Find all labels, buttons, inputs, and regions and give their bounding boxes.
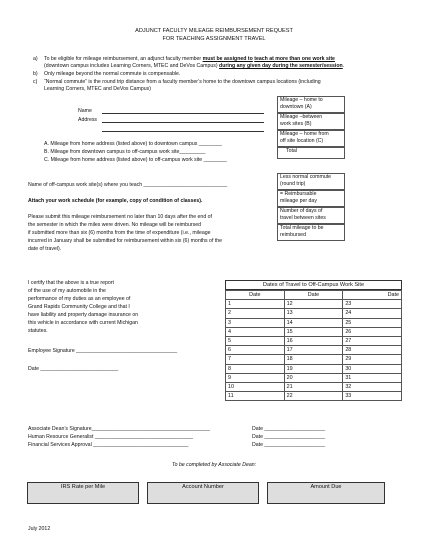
submit-line-1: Please submit this mileage reimbursement no later than 10 days after the end of (28, 214, 212, 220)
account-number-box[interactable]: Account Number (147, 482, 259, 504)
page-title: ADJUNCT FACULTY MILEAGE REIMBURSEMENT REQUEST (135, 28, 293, 34)
address-field-1[interactable] (102, 122, 264, 123)
date-cell[interactable]: 11 (226, 392, 285, 401)
box-mileage-b[interactable]: Mileage –between work sites (B) (277, 113, 345, 130)
worksite-field[interactable]: Name of off-campus work site(s) where you teach _____________________________ (28, 182, 228, 188)
dates-table-title: Dates of Travel to Off-Campus Work Site (225, 280, 402, 290)
amount-due-box[interactable]: Amount Due (267, 482, 385, 504)
date-cell[interactable]: 22 (284, 392, 343, 401)
date-cell[interactable]: 1 (226, 300, 285, 309)
reimbursement-boxes (277, 173, 345, 241)
date-cell[interactable]: 26 (343, 327, 402, 336)
dates-header: Date (226, 291, 285, 300)
box-mileage-a[interactable]: Mileage – home to downtown (A) (277, 96, 345, 113)
certify-line-7: statutes. (28, 328, 48, 334)
date-cell[interactable]: 15 (284, 327, 343, 336)
dates-row (226, 373, 402, 382)
box-days[interactable]: Number of days of travel between sites (277, 207, 345, 224)
dates-header: Date (343, 291, 402, 300)
box-mileage-c[interactable]: Mileage – home from off site location (C) (277, 130, 345, 147)
date-cell[interactable]: 21 (284, 382, 343, 391)
submit-line-5: date of travel). (28, 246, 62, 252)
dates-row (226, 336, 402, 345)
dates-row (226, 346, 402, 355)
financial-approval-field[interactable]: Financial Services Approval _________________________________ (28, 442, 189, 448)
date-cell[interactable]: 24 (343, 309, 402, 318)
box-less-commute[interactable]: Less normal commute (round trip) (277, 173, 345, 190)
box-reimbursable[interactable]: = Reimbursable mileage per day (277, 190, 345, 207)
dates-row (226, 309, 402, 318)
submit-line-2: the semester in which the miles were driven. No mileage will be reimbursed (28, 222, 201, 228)
rule-c-line1: “Normal commute” is the round trip distance from a faculty member’s home to the downtown campus locations (including (44, 79, 321, 85)
assoc-dean-note: To be completed by Associate Dean: (171, 462, 257, 468)
rule-c-label: c) (33, 79, 38, 85)
rule-a-line1: To be eligible for mileage reimbursement, an adjunct faculty member must be assigned to teach at more than one work site (44, 56, 335, 62)
mileage-line-c: C. Mileage from home address (listed above) to off-campus work site ________ (44, 157, 227, 163)
date-cell[interactable]: 12 (284, 300, 343, 309)
name-label: Name (78, 108, 92, 114)
certify-line-4: Grand Rapids Community College and that I (28, 304, 130, 310)
certify-line-2: of the use of my automobile in the (28, 288, 106, 294)
date-cell[interactable]: 19 (284, 364, 343, 373)
date-cell[interactable]: 20 (284, 373, 343, 382)
hr-generalist-field[interactable]: Human Resource Generalist __________________________________ (28, 434, 193, 440)
page-subtitle: FOR TEACHING ASSIGNMENT TRAVEL (162, 36, 266, 42)
mileage-line-b: B. Mileage from downtown campus to off-campus work site_________ (44, 149, 206, 155)
dates-row (226, 382, 402, 391)
mileage-line-a: A. Mileage from home address (listed above) to downtown campus ________ (44, 141, 222, 147)
footer-date: July 2012 (28, 526, 51, 532)
rule-a-label: a) (33, 56, 38, 62)
date-cell[interactable]: 10 (226, 382, 285, 391)
dates-row (226, 364, 402, 373)
certify-line-1: I certify that the above is a true report (28, 280, 114, 286)
assoc-dean-signature-field[interactable]: Associate Dean’s Signature_________________________________________ (28, 426, 210, 432)
irs-rate-box[interactable]: IRS Rate per Mile (27, 482, 139, 504)
box-total-mileage[interactable]: Total mileage to be reimbursed (277, 224, 345, 241)
dates-row (226, 327, 402, 336)
name-field[interactable] (102, 113, 264, 114)
date-cell[interactable]: 29 (343, 355, 402, 364)
date-cell[interactable]: 30 (343, 364, 402, 373)
dates-row (226, 318, 402, 327)
dates-row (226, 355, 402, 364)
submit-line-4: incurred in January shall be submitted for reimbursement within six (6) months of the (28, 238, 223, 244)
date-cell[interactable]: 31 (343, 373, 402, 382)
date-cell[interactable]: 7 (226, 355, 285, 364)
mileage-summary-boxes (277, 96, 345, 159)
rule-b-text: Only mileage beyond the normal commute is compensable. (44, 71, 181, 77)
date-cell[interactable]: 33 (343, 392, 402, 401)
dates-table-container (225, 280, 402, 401)
date-cell[interactable]: 23 (343, 300, 402, 309)
date-cell[interactable]: 4 (226, 327, 285, 336)
hr-date-field[interactable]: Date _____________________ (252, 434, 325, 440)
date-cell[interactable]: 18 (284, 355, 343, 364)
rule-a-line2: (downtown campus includes Learning Corners, MTEC and DeVos Campus) during any given day during the semester/session. (44, 63, 345, 69)
dates-table (225, 290, 402, 401)
rule-b-label: b) (33, 71, 38, 77)
date-cell[interactable]: 32 (343, 382, 402, 391)
box-total[interactable]: Total (277, 147, 345, 159)
certify-line-5: have liability and property damage insurance on (28, 312, 139, 318)
date-cell[interactable]: 14 (284, 318, 343, 327)
date-cell[interactable]: 25 (343, 318, 402, 327)
financial-date-field[interactable]: Date _____________________ (252, 442, 325, 448)
employee-signature-field[interactable]: Employee Signature ___________________________________ (28, 348, 178, 354)
date-cell[interactable]: 17 (284, 346, 343, 355)
date-cell[interactable]: 13 (284, 309, 343, 318)
address-label: Address (78, 117, 98, 123)
attach-note: Attach your work schedule (for example, copy of condition of classes). (28, 198, 203, 204)
certify-line-6: this vehicle in accordance with current Michigan (28, 320, 138, 326)
date-cell[interactable]: 28 (343, 346, 402, 355)
date-cell[interactable]: 8 (226, 364, 285, 373)
assoc-dean-date-field[interactable]: Date _____________________ (252, 426, 325, 432)
dates-row (226, 392, 402, 401)
date-cell[interactable]: 2 (226, 309, 285, 318)
date-cell[interactable]: 6 (226, 346, 285, 355)
submit-line-3: if submitted more than six (6) months from the time of expenditure (i.e., mileage (28, 230, 211, 236)
certify-line-3: performance of my duties as an employee of (28, 296, 131, 302)
rule-c-line2: Learning Corners, MTEC and DeVos Campus) (44, 86, 151, 92)
date-cell[interactable]: 5 (226, 336, 285, 345)
dates-header: Date (284, 291, 343, 300)
employee-date-field[interactable]: Date ___________________________ (28, 366, 119, 372)
date-cell[interactable]: 9 (226, 373, 285, 382)
date-cell[interactable]: 16 (284, 336, 343, 345)
dates-row (226, 300, 402, 309)
address-field-2[interactable] (102, 131, 264, 132)
date-cell[interactable]: 27 (343, 336, 402, 345)
date-cell[interactable]: 3 (226, 318, 285, 327)
